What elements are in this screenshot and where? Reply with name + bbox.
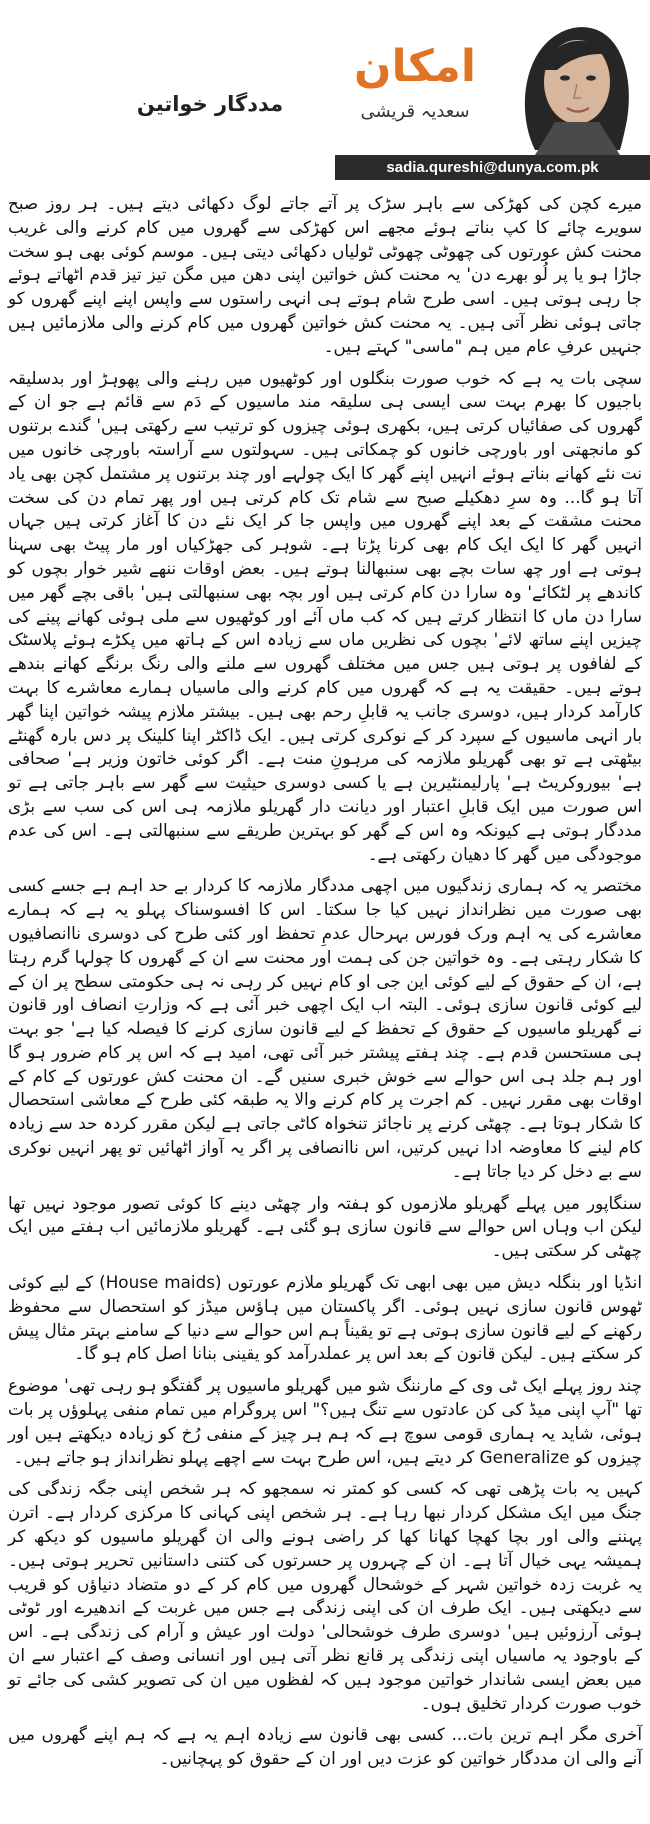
column-name: امکان [354,41,476,92]
article-paragraph: سنگاپور میں پہلے گھریلو ملازموں کو ہفتہ وار چھٹی دینے کا کوئی تصور موجود نہیں تھا لیکن اب وہاں اس حوالے سے قانون سازی ہو گئی ہے۔ گھریلو ملازمائیں اب ہفتے میں ایک چھٹی کر سکتی ہیں۔ [8,1192,642,1261]
article-paragraph: انڈیا اور بنگلہ دیش میں بھی ابھی تک گھریلو ملازم عورتوں (House maids) کے لیے کوئی ٹھوس قانون سازی نہیں ہوئی۔ اگر پاکستان میں ہاؤس میڈز کو استحصال سے محفوظ رکھنے کے لیے قانون سازی ہوتی ہے تو یقیناً ہم اس حوالے سے دنیا کے سامنے بہتر مثال پیش کر سکتے ہیں۔ لیکن قانون کے بعد اس پر عملدرآمد کو یقینی بنانا اصل کام ہو گا۔ [8,1272,642,1364]
article-paragraph: سچی بات یہ ہے کہ خوب صورت بنگلوں اور کوٹھیوں میں رہنے والی پھوہڑ اور بدسلیقہ باجیوں کا بھرم بہت سی ایسی ہی سلیقہ مند ماسیوں کے دَم سے قائم ہے جو ان کے گھروں کی صفائیاں کرتی ہیں، بکھری ہوئی چیزوں کو ترتیب سے رکھتی ہیں' گندے برتنوں کو مانجھتی اور باورچی خانوں کو چمکاتی ہیں۔ سہولتوں سے آراستہ باورچی خانوں میں نت نئے کھانے بناتے ہوئے انہیں اپنے گھر کا ایک چولہے اور چند برتنوں پر مشتمل کچن بھی یاد آتا ہو گا... وہ سرِ دھکیلے صبح سے شام تک کام کرتی ہیں اور پھر تمام دن کی سخت محنت مشقت کے بعد اپنے گھروں میں واپس جا کر ایک نئے دن کا آغاز کرتی ہیں جہاں انہیں گھر کا ایک ایک کام بھی کرنا پڑتا ہے۔ شوہر کی جھڑکیاں اور مار پیٹ بھی سہنا ہوتی ہے اور چھ سات بچے بھی سنبھالنا ہوتے ہیں۔ بعض اوقات ننھے شیر خوار بچوں کو کاندھے پر لٹکائے' وہ سارا دن کام کرتی ہیں اور بچہ بھی سنبھالتی ہیں' باقی بچے گھر میں سارا دن ماں کا انتظار کرتے ہیں کہ کب ماں آئے اور کوٹھیوں سے ملی ہوئی کھانے پینے کی چیزیں اپنے ساتھ لائے' بچوں کی نظریں ماں سے زیادہ اس کے ہاتھ میں پکڑے ہوئے پلاسٹک کے لفافوں پر ہوتی ہیں جس میں مختلف گھروں سے ملنے والی رنگ برنگے کھانے بندھے ہوتے ہیں۔ حقیقت یہ ہے کہ گھروں میں کام کرنے والی ماسیاں ہمارے معاشرے کا بہت کارآمد کردار ہیں، دوسری جانب یہ قابلِ رحم بھی ہیں۔ بیشتر ملازم پیشہ خواتین اپنا گھر بار انہی ماسیوں کے سپرد کر کے نوکری کرتی ہیں۔ ایک ڈاکٹر اپنا کلینک پر دس بارہ گھنٹے بیٹھتی ہے تو بھی گھریلو ملازمہ کی مرہونِ منت ہے۔ اگر کوئی خاتون وزیر ہے' صحافی ہے' بیوروکریٹ ہے' پارلیمنٹیرین ہے یا کسی دوسری حیثیت سے گھر سے باہر جاتی ہے تو اس صورت میں ایک قابلِ اعتبار اور دیانت دار گھریلو ملازمہ ہی اس کی سب سے بڑی مددگار ہوتی ہے کیونکہ وہ اس کے گھر کو بہترین طریقے سے سنبھالتی ہے۔ اس کی عدم موجودگی میں گھر کا دھیان رکھتی ہے۔ [8,367,642,864]
column-masthead [345,41,485,122]
author-email[interactable]: sadia.qureshi@dunya.com.pk [335,155,650,180]
author-name: سعدیہ قریشی [360,101,470,122]
headline: مددگار خواتین [136,92,284,116]
article-body [8,192,642,1771]
author-photo [495,0,650,155]
article-paragraph: کہیں یہ بات پڑھی تھی کہ کسی کو کمتر نہ سمجھو کہ ہر شخص اپنی جگہ زندگی کی جنگ میں ایک مشکل کردار نبھا رہا ہے۔ ہر شخص اپنی کہانی کا مرکزی کردار ہے۔ اترن پہننے والی اور بچا کھچا کھانا کھا کر راضی ہونے والی ان گھریلو ماسیوں کو دیکھ کر ہمیشہ یہی خیال آتا ہے۔ ان کے چہروں پر حسرتوں کی کتنی داستانیں تحریر ہوتی ہیں۔ یہ غربت زدہ خواتین شہر کے خوشحال گھروں میں کام کر کے دو متضاد دنیاؤں کو قریب سے دیکھتی ہیں۔ ایک طرف ان کی اپنی زندگی ہے جس میں غربت کے اندھیرے اور ٹوٹی ہوئی آرزوئیں ہیں' دوسری طرف خوشحالی' دولت اور عیش و آرام کی زندگی ہے۔ اس کے باوجود یہ ماسیاں اپنی زندگی پر قانع نظر آتی ہیں اور انسانی وصف کے اعتبار سے ان میں بعض ایسی شاندار خواتین موجود ہیں کہ لفظوں میں ان کی تصویر کشی کی جائے تو خوب صورت کردار تخلیق ہوں۔ [8,1478,642,1713]
article-paragraph: مختصر یہ کہ ہماری زندگیوں میں اچھی مددگار ملازمہ کا کردار بے حد اہم ہے جسے کسی بھی صورت میں نظرانداز نہیں کیا جا سکتا۔ اس کا افسوسناک پہلو یہ ہے کہ ہمارے معاشرے کی یہ اہم ورک فورس بہرحال عدمِ تحفظ اور کئی طرح کی دوسری ناانصافیوں کا شکار رہتی ہے۔ وہ خواتین جن کی ہمت اور محنت سے ان کے گھروں کا چولہا گرم رہتا ہے، ان کے حقوق کے لیے کوئی این جی او کام نہیں کر رہی نہ ہی حکومتی سطح پر ان کے لیے کوئی قانون سازی ہوئی۔ البتہ اب ایک اچھی خبر آئی ہے کہ وزارتِ انصاف اور قانون نے گھریلو ماسیوں کے حقوق کے تحفظ کے لیے قانون سازی کرنے کا فیصلہ کیا ہے' جو بہت ہی مستحسن قدم ہے۔ چند ہفتے پیشتر خبر آئی تھی، امید ہے کہ اس پر کام ضرور ہو گا اور ہم جلد ہی اس حوالے سے خوش خبری سنیں گے۔ ان محنت کش عورتوں کے کام کے اوقات بھی مقرر نہیں۔ کم اجرت پر کام کرنے والا یہ طبقہ کئی طرح کے معاشی استحصال کا شکار ہوتا ہے۔ چھٹی کرنے پر ناجائز تنخواہ کاٹی جاتی ہے لیکن مقرر کردہ حد سے زیادہ کام لینے کا معاوضہ ادا نہیں کرتیں، اس ناانصافی پر اگر یہ آواز اٹھائیں تو پھر انہیں نوکری سے بے دخل کر دیا جاتا ہے۔ [8,875,642,1181]
column-header [0,0,650,180]
article-paragraph: میرے کچن کی کھڑکی سے باہر سڑک پر آتے جاتے لوگ دکھائی دیتے ہیں۔ ہر روز صبح سویرے چائے کا کپ بناتے ہوئے مجھے اس کھڑکی سے گھروں میں کام کرنے والی غریب محنت کش عورتوں کی چھوٹی چھوٹی ٹولیاں دکھائی دیتی ہیں۔ موسم کوئی بھی ہو سخت جاڑا ہو یا پر لُو بھرے دن' یہ محنت کش خواتین اپنی دھن میں مگن تیز تیز قدم اٹھاتے ہوئے جا رہی ہوتی ہیں۔ اسی طرح شام ہوتے ہی انہی راستوں سے واپس اپنے اپنے گھروں کو جاتی ہوئی نظر آتی ہیں۔ یہ محنت کش خواتین گھروں میں کام کرنے والی ملازمائیں ہیں جنہیں عرفِ عام میں ہم "ماسی" کہتے ہیں۔ [8,193,642,356]
article-paragraph: آخری مگر اہم ترین بات... کسی بھی قانون سے زیادہ اہم یہ ہے کہ ہم اپنے گھروں میں آنے والی ان مددگار خواتین کو عزت دیں اور ان کے حقوق کو پہچانیں۔ [8,1724,642,1769]
article-paragraph: چند روز پہلے ایک ٹی وی کے مارننگ شو میں گھریلو ماسیوں پر گفتگو ہو رہی تھی' موضوع تھا "آپ اپنی میڈ کی کن عادتوں سے تنگ ہیں؟" اس پروگرام میں تمام منفی پہلوؤں پر بات ہوئی، شاید یہ ہماری قومی سوچ ہے کہ ہم ہر چیز کے منفی رُخ کو زیادہ دیکھتے ہیں اور چیزوں کو Generalize کر دیتے ہیں، اس طرح بہت سے اچھے پہلو نظرانداز ہو جاتے ہیں۔ [8,1375,642,1467]
